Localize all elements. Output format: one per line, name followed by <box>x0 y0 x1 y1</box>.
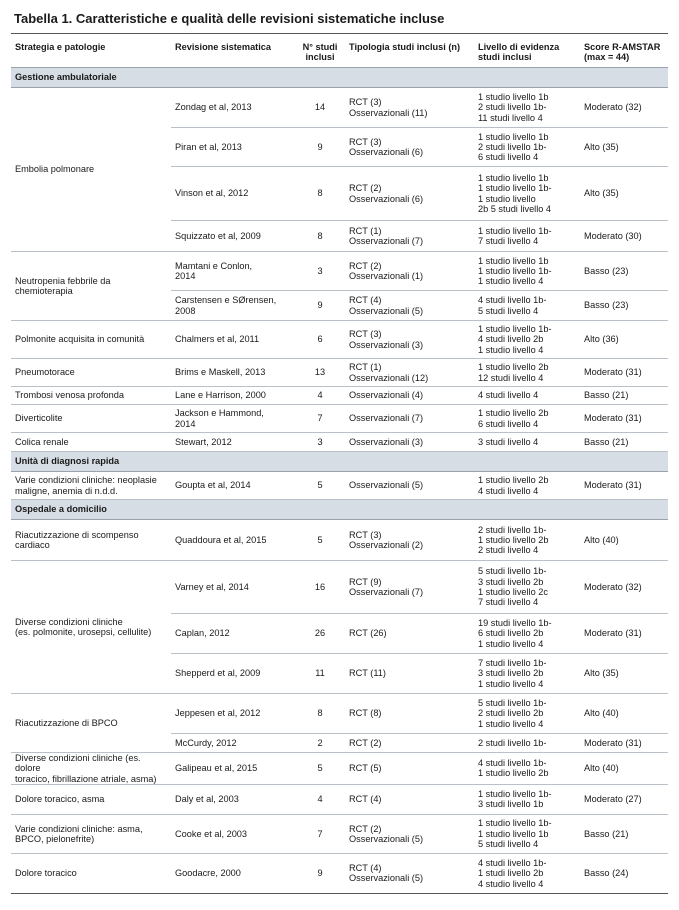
score-cell: Alto (40) <box>580 753 668 785</box>
study-count-cell: 8 <box>295 694 345 734</box>
evidence-level-cell: 7 studi livello 1b- 3 studi livello 2b 1 studio livello 4 <box>474 654 580 694</box>
table-row <box>11 753 668 785</box>
score-cell: Moderato (30) <box>580 221 668 252</box>
study-count-cell: 9 <box>295 853 345 893</box>
evidence-level-cell: 4 studi livello 4 <box>474 387 580 405</box>
study-types-cell: Osservazionali (3) <box>345 433 474 452</box>
section-row <box>11 452 668 472</box>
study-count-cell: 2 <box>295 734 345 753</box>
study-count-cell: 5 <box>295 753 345 785</box>
condition-cell: Riacutizzazione di scompenso cardiaco <box>11 520 171 561</box>
table-row <box>11 433 668 452</box>
condition-cell: Neutropenia febbrile da chemioterapia <box>11 252 171 321</box>
header-livello: Livello di evidenza studi inclusi <box>474 34 580 68</box>
study-count-cell: 6 <box>295 321 345 359</box>
review-cell: Galipeau et al, 2015 <box>171 753 295 785</box>
evidence-level-cell: 5 studi livello 1b- 3 studi livello 2b 1 studio livello 2c 7 studi livello 4 <box>474 561 580 614</box>
header-row <box>11 34 668 68</box>
table-row <box>11 520 668 561</box>
table-row <box>11 561 668 614</box>
evidence-level-cell: 1 studio livello 2b 4 studi livello 4 <box>474 472 580 500</box>
study-types-cell: RCT (2) Osservazionali (6) <box>345 167 474 221</box>
condition-cell: Dolore toracico, asma <box>11 784 171 814</box>
study-types-cell: RCT (2) <box>345 734 474 753</box>
study-types-cell: RCT (11) <box>345 654 474 694</box>
study-types-cell: RCT (4) Osservazionali (5) <box>345 853 474 893</box>
review-cell: McCurdy, 2012 <box>171 734 295 753</box>
review-cell: Goodacre, 2000 <box>171 853 295 893</box>
condition-cell: Polmonite acquisita in comunità <box>11 321 171 359</box>
study-types-cell: RCT (4) <box>345 784 474 814</box>
study-types-cell: RCT (9) Osservazionali (7) <box>345 561 474 614</box>
table-body <box>11 68 668 894</box>
condition-cell: Diverticolite <box>11 405 171 433</box>
evidence-level-cell: 1 studio livello 1b 1 studio livello 1b- 1 studio livello 2b 5 studi livello 4 <box>474 167 580 221</box>
study-types-cell: RCT (26) <box>345 614 474 654</box>
study-count-cell: 8 <box>295 167 345 221</box>
header-revisione: Revisione sistematica <box>171 34 295 68</box>
review-cell: Shepperd et al, 2009 <box>171 654 295 694</box>
condition-cell: Varie condizioni cliniche: neoplasie maligne, anemia di n.d.d. <box>11 472 171 500</box>
section-title: Unità di diagnosi rapida <box>11 452 668 472</box>
review-cell: Mamtani e Conlon, 2014 <box>171 252 295 291</box>
study-types-cell: RCT (3) Osservazionali (6) <box>345 128 474 167</box>
evidence-level-cell: 2 studi livello 1b- 1 studio livello 2b 2 studi livello 4 <box>474 520 580 561</box>
score-cell: Moderato (31) <box>580 405 668 433</box>
evidence-level-cell: 2 studi livello 1b- <box>474 734 580 753</box>
review-cell: Lane e Harrison, 2000 <box>171 387 295 405</box>
evidence-level-cell: 1 studio livello 1b 2 studi livello 1b- 11 studi livello 4 <box>474 88 580 128</box>
table-row <box>11 387 668 405</box>
study-count-cell: 7 <box>295 405 345 433</box>
review-cell: Goupta et al, 2014 <box>171 472 295 500</box>
score-cell: Basso (21) <box>580 387 668 405</box>
score-cell: Basso (21) <box>580 814 668 853</box>
study-types-cell: RCT (8) <box>345 694 474 734</box>
study-count-cell: 8 <box>295 221 345 252</box>
evidence-level-cell: 1 studio livello 2b 12 studi livello 4 <box>474 359 580 387</box>
table-row <box>11 784 668 814</box>
study-count-cell: 26 <box>295 614 345 654</box>
score-cell: Alto (35) <box>580 654 668 694</box>
score-cell: Basso (23) <box>580 291 668 321</box>
score-cell: Moderato (31) <box>580 614 668 654</box>
study-types-cell: RCT (2) Osservazionali (1) <box>345 252 474 291</box>
review-cell: Chalmers et al, 2011 <box>171 321 295 359</box>
study-types-cell: RCT (4) Osservazionali (5) <box>345 291 474 321</box>
review-cell: Carstensen e SØrensen, 2008 <box>171 291 295 321</box>
review-cell: Quaddoura et al, 2015 <box>171 520 295 561</box>
study-count-cell: 9 <box>295 291 345 321</box>
study-count-cell: 3 <box>295 252 345 291</box>
study-types-cell: Osservazionali (4) <box>345 387 474 405</box>
review-cell: Brims e Maskell, 2013 <box>171 359 295 387</box>
study-types-cell: Osservazionali (7) <box>345 405 474 433</box>
study-types-cell: Osservazionali (5) <box>345 472 474 500</box>
condition-cell: Trombosi venosa profonda <box>11 387 171 405</box>
table-row <box>11 321 668 359</box>
section-title: Ospedale a domicilio <box>11 500 668 520</box>
evidence-level-cell: 4 studi livello 1b- 1 studio livello 2b <box>474 753 580 785</box>
study-count-cell: 5 <box>295 520 345 561</box>
score-cell: Moderato (32) <box>580 561 668 614</box>
header-score: Score R-AMSTAR (max = 44) <box>580 34 668 68</box>
study-types-cell: RCT (5) <box>345 753 474 785</box>
review-cell: Jeppesen et al, 2012 <box>171 694 295 734</box>
review-cell: Zondag et al, 2013 <box>171 88 295 128</box>
section-row <box>11 500 668 520</box>
table-row <box>11 853 668 893</box>
score-cell: Moderato (31) <box>580 472 668 500</box>
evidence-level-cell: 1 studio livello 1b- 1 studio livello 1b 5 studi livello 4 <box>474 814 580 853</box>
evidence-level-cell: 1 studio livello 1b- 7 studi livello 4 <box>474 221 580 252</box>
review-cell: Vinson et al, 2012 <box>171 167 295 221</box>
section-title: Gestione ambulatoriale <box>11 68 668 88</box>
table-row <box>11 472 668 500</box>
table-row <box>11 405 668 433</box>
score-cell: Basso (24) <box>580 853 668 893</box>
header-n-studi: N° studi inclusi <box>295 34 345 68</box>
evidence-level-cell: 1 studio livello 2b 6 studi livello 4 <box>474 405 580 433</box>
review-cell: Caplan, 2012 <box>171 614 295 654</box>
study-count-cell: 4 <box>295 784 345 814</box>
condition-cell: Embolia polmonare <box>11 88 171 252</box>
table-row <box>11 88 668 128</box>
table-row <box>11 359 668 387</box>
score-cell: Alto (40) <box>580 520 668 561</box>
study-count-cell: 9 <box>295 128 345 167</box>
study-types-cell: RCT (3) Osservazionali (2) <box>345 520 474 561</box>
score-cell: Moderato (31) <box>580 359 668 387</box>
evidence-level-cell: 1 studio livello 1b- 3 studi livello 1b <box>474 784 580 814</box>
header-strategia: Strategia e patologie <box>11 34 171 68</box>
score-cell: Alto (35) <box>580 128 668 167</box>
condition-cell: Varie condizioni cliniche: asma, BPCO, pielonefrite) <box>11 814 171 853</box>
table-row <box>11 814 668 853</box>
table-row <box>11 694 668 734</box>
study-count-cell: 5 <box>295 472 345 500</box>
review-cell: Cooke et al, 2003 <box>171 814 295 853</box>
evidence-level-cell: 4 studi livello 1b- 1 studi livello 2b 4 studio livello 4 <box>474 853 580 893</box>
study-types-cell: RCT (3) Osservazionali (3) <box>345 321 474 359</box>
condition-cell: Diverse condizioni cliniche (es. dolore toracico, fibrillazione atriale, asma) <box>11 753 171 785</box>
condition-cell: Riacutizzazione di BPCO <box>11 694 171 753</box>
study-count-cell: 16 <box>295 561 345 614</box>
condition-cell: Pneumotorace <box>11 359 171 387</box>
review-cell: Piran et al, 2013 <box>171 128 295 167</box>
evidence-level-cell: 5 studi livello 1b- 2 studi livello 2b 1 studio livello 4 <box>474 694 580 734</box>
study-count-cell: 3 <box>295 433 345 452</box>
condition-cell: Diverse condizioni cliniche (es. polmonite, urosepsi, cellulite) <box>11 561 171 694</box>
score-cell: Moderato (27) <box>580 784 668 814</box>
study-count-cell: 13 <box>295 359 345 387</box>
score-cell: Alto (40) <box>580 694 668 734</box>
header-tipologia: Tipologia studi inclusi (n) <box>345 34 474 68</box>
evidence-level-cell: 19 studi livello 1b- 6 studi livello 2b 1 studio livello 4 <box>474 614 580 654</box>
study-count-cell: 14 <box>295 88 345 128</box>
study-types-cell: RCT (1) Osservazionali (12) <box>345 359 474 387</box>
study-types-cell: RCT (1) Osservazionali (7) <box>345 221 474 252</box>
study-types-cell: RCT (3) Osservazionali (11) <box>345 88 474 128</box>
study-count-cell: 4 <box>295 387 345 405</box>
evidence-level-cell: 4 studi livello 1b- 5 studi livello 4 <box>474 291 580 321</box>
evidence-level-cell: 1 studio livello 1b 2 studi livello 1b- 6 studi livello 4 <box>474 128 580 167</box>
study-count-cell: 11 <box>295 654 345 694</box>
table-title: Tabella 1. Caratteristiche e qualità delle revisioni sistematiche incluse <box>14 11 445 26</box>
score-cell: Alto (36) <box>580 321 668 359</box>
review-cell: Varney et al, 2014 <box>171 561 295 614</box>
score-cell: Moderato (31) <box>580 734 668 753</box>
score-cell: Moderato (32) <box>580 88 668 128</box>
evidence-level-cell: 1 studio livello 1b- 4 studi livello 2b 1 studio livello 4 <box>474 321 580 359</box>
review-cell: Squizzato et al, 2009 <box>171 221 295 252</box>
score-cell: Basso (21) <box>580 433 668 452</box>
condition-cell: Dolore toracico <box>11 853 171 893</box>
table-row <box>11 252 668 291</box>
section-row <box>11 68 668 88</box>
score-cell: Basso (23) <box>580 252 668 291</box>
study-count-cell: 7 <box>295 814 345 853</box>
condition-cell: Colica renale <box>11 433 171 452</box>
reviews-table <box>11 33 668 894</box>
evidence-level-cell: 3 studi livello 4 <box>474 433 580 452</box>
score-cell: Alto (35) <box>580 167 668 221</box>
review-cell: Stewart, 2012 <box>171 433 295 452</box>
review-cell: Jackson e Hammond, 2014 <box>171 405 295 433</box>
evidence-level-cell: 1 studio livello 1b 1 studio livello 1b- 1 studio livello 4 <box>474 252 580 291</box>
review-cell: Daly et al, 2003 <box>171 784 295 814</box>
study-types-cell: RCT (2) Osservazionali (5) <box>345 814 474 853</box>
